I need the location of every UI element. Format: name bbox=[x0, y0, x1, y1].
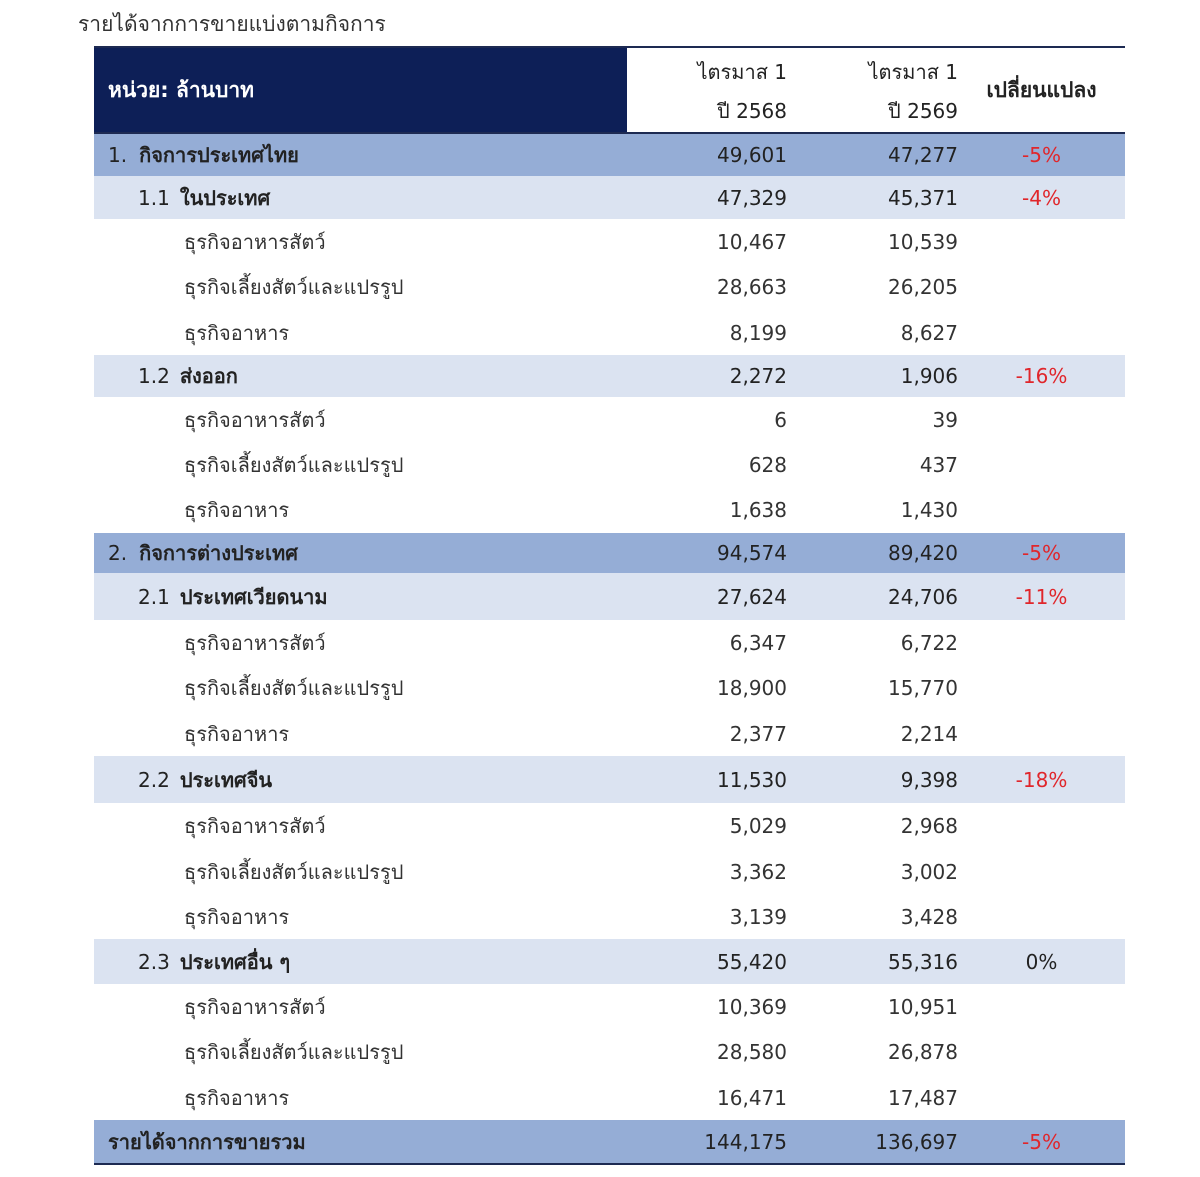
value-q1-2569: 39 bbox=[932, 407, 958, 432]
row-label bbox=[94, 487, 289, 533]
row-label-text: กิจการต่างประเทศ bbox=[139, 541, 298, 565]
value-q1-2568: 3,139 bbox=[729, 904, 787, 929]
value-q1-2569: 9,398 bbox=[900, 767, 958, 792]
table-row bbox=[94, 1075, 1125, 1120]
row-label-text: ธุรกิจเลี้ยงสัตว์และแปรรูป bbox=[184, 275, 404, 299]
value-q1-2568: 94,574 bbox=[717, 541, 787, 565]
row-label bbox=[94, 665, 403, 711]
value-q1-2568: 18,900 bbox=[717, 676, 787, 700]
column-header-quarter: ไตรมาส 1 bbox=[697, 60, 787, 84]
row-label-text: ในประเทศ bbox=[179, 185, 271, 210]
table-row bbox=[94, 487, 1125, 533]
row-number: 2.1 bbox=[138, 584, 170, 609]
value-q1-2569: 89,420 bbox=[888, 541, 958, 565]
total-row bbox=[94, 1120, 1125, 1165]
value-q1-2569: 437 bbox=[919, 452, 958, 477]
value-q1-2568: 5,029 bbox=[729, 814, 787, 838]
row-label-text: ธุรกิจเลี้ยงสัตว์และแปรรูป bbox=[184, 859, 404, 884]
row-label-text: ธุรกิจอาหาร bbox=[184, 1085, 290, 1110]
table-row bbox=[94, 264, 1125, 310]
value-q1-2568: 2,272 bbox=[729, 364, 787, 388]
value-q1-2569: 26,878 bbox=[888, 1040, 958, 1064]
row-label-text: ธุรกิจเลี้ยงสัตว์และแปรรูป bbox=[184, 676, 404, 700]
table-caption: รายได้จากการขายแบ่งตามกิจการ bbox=[78, 12, 386, 36]
row-number: 1. bbox=[108, 143, 128, 167]
row-label bbox=[94, 756, 272, 803]
row-label-text: ธุรกิจอาหารสัตว์ bbox=[184, 407, 326, 432]
value-q1-2568: 144,175 bbox=[704, 1129, 787, 1154]
row-number: 1.2 bbox=[138, 364, 170, 388]
change-value: -5% bbox=[1022, 143, 1061, 167]
value-q1-2568: 6,347 bbox=[729, 630, 787, 655]
table-row bbox=[94, 219, 1125, 264]
row-label-text: กิจการประเทศไทย bbox=[139, 143, 299, 167]
table-row bbox=[94, 573, 1125, 620]
row-label-text: ธุรกิจอาหารสัตว์ bbox=[184, 814, 326, 838]
row-label bbox=[94, 310, 289, 355]
row-label-text: ธุรกิจเลี้ยงสัตว์และแปรรูป bbox=[184, 452, 404, 477]
row-label bbox=[94, 264, 403, 310]
row-label-text: ธุรกิจอาหารสัตว์ bbox=[184, 229, 326, 254]
row-label bbox=[94, 939, 290, 984]
value-q1-2569: 6,722 bbox=[900, 630, 958, 655]
row-number: 2.3 bbox=[138, 949, 170, 974]
table-row bbox=[94, 134, 1125, 176]
change-value: -18% bbox=[1015, 767, 1068, 792]
row-label-text: ธุรกิจอาหาร bbox=[184, 904, 290, 929]
table-row bbox=[94, 756, 1125, 803]
revenue-table bbox=[94, 46, 1125, 1165]
row-label-text: รายได้จากการขายรวม bbox=[108, 1129, 306, 1154]
value-q1-2569: 24,706 bbox=[888, 584, 958, 609]
value-q1-2568: 16,471 bbox=[717, 1085, 787, 1110]
change-value: -16% bbox=[1015, 364, 1068, 388]
row-label bbox=[94, 1029, 403, 1075]
column-header-year: ปี 2568 bbox=[717, 99, 787, 123]
value-q1-2569: 136,697 bbox=[875, 1129, 958, 1154]
table-row bbox=[94, 533, 1125, 573]
table-row bbox=[94, 894, 1125, 939]
value-q1-2568: 27,624 bbox=[717, 584, 787, 609]
table-row bbox=[94, 984, 1125, 1029]
value-q1-2568: 28,663 bbox=[717, 275, 787, 299]
change-value: -4% bbox=[1022, 185, 1061, 210]
value-q1-2569: 17,487 bbox=[888, 1085, 958, 1110]
row-label bbox=[94, 1075, 289, 1120]
value-q1-2569: 26,205 bbox=[888, 275, 958, 299]
table-row bbox=[94, 665, 1125, 711]
value-q1-2569: 15,770 bbox=[888, 676, 958, 700]
row-label-text: ประเทศอื่น ๆ bbox=[179, 949, 291, 974]
row-label-text: ธุรกิจอาหาร bbox=[184, 721, 290, 746]
row-label bbox=[94, 894, 289, 939]
row-label-text: ธุรกิจอาหาร bbox=[184, 498, 290, 522]
row-label bbox=[94, 397, 326, 442]
column-header-q1-2568 bbox=[627, 48, 787, 132]
row-label-text: ธุรกิจเลี้ยงสัตว์และแปรรูป bbox=[184, 1040, 404, 1064]
value-q1-2569: 45,371 bbox=[888, 185, 958, 210]
row-number: 2. bbox=[108, 541, 128, 565]
value-q1-2569: 10,951 bbox=[888, 994, 958, 1019]
row-label bbox=[94, 620, 326, 665]
value-q1-2569: 10,539 bbox=[888, 229, 958, 254]
value-q1-2568: 28,580 bbox=[717, 1040, 787, 1064]
value-q1-2568: 10,369 bbox=[717, 994, 787, 1019]
row-label bbox=[94, 573, 328, 620]
value-q1-2568: 628 bbox=[748, 452, 787, 477]
table-row bbox=[94, 397, 1125, 442]
row-number: 2.2 bbox=[138, 767, 170, 792]
row-label bbox=[94, 442, 403, 487]
column-header-change: เปลี่ยนแปลง bbox=[986, 77, 1097, 102]
value-q1-2568: 6 bbox=[774, 407, 787, 432]
row-label bbox=[94, 1120, 306, 1163]
value-q1-2569: 2,214 bbox=[900, 721, 958, 746]
row-label bbox=[94, 134, 299, 176]
row-label bbox=[94, 803, 326, 849]
column-header-q1-2569 bbox=[787, 48, 958, 132]
row-label bbox=[94, 849, 403, 894]
table-row bbox=[94, 711, 1125, 756]
row-label bbox=[94, 711, 289, 756]
row-label-text: ธุรกิจอาหาร bbox=[184, 320, 290, 345]
table-row bbox=[94, 939, 1125, 984]
row-label bbox=[94, 219, 326, 264]
change-value: 0% bbox=[1025, 949, 1058, 974]
value-q1-2568: 47,329 bbox=[717, 185, 787, 210]
change-value: -5% bbox=[1022, 541, 1061, 565]
table-row bbox=[94, 849, 1125, 894]
row-label-text: ประเทศจีน bbox=[179, 767, 273, 792]
unit-header: หน่วย: ล้านบาท bbox=[94, 48, 627, 132]
column-header-year: ปี 2569 bbox=[888, 99, 958, 123]
value-q1-2568: 49,601 bbox=[717, 143, 787, 167]
change-value: -5% bbox=[1022, 1129, 1061, 1154]
table-row bbox=[94, 176, 1125, 219]
value-q1-2569: 47,277 bbox=[888, 143, 958, 167]
value-q1-2569: 3,002 bbox=[900, 859, 958, 884]
value-q1-2569: 8,627 bbox=[900, 320, 958, 345]
table-row bbox=[94, 310, 1125, 355]
row-label-text: ธุรกิจอาหารสัตว์ bbox=[184, 994, 326, 1019]
value-q1-2569: 1,906 bbox=[900, 364, 958, 388]
change-value: -11% bbox=[1015, 584, 1068, 609]
row-label-text: ประเทศเวียดนาม bbox=[179, 584, 328, 609]
row-number: 1.1 bbox=[138, 185, 170, 210]
value-q1-2568: 11,530 bbox=[717, 767, 787, 792]
row-label-text: ธุรกิจอาหารสัตว์ bbox=[184, 630, 326, 655]
table-row bbox=[94, 620, 1125, 665]
value-q1-2569: 2,968 bbox=[900, 814, 958, 838]
value-q1-2568: 3,362 bbox=[729, 859, 787, 884]
column-header-quarter: ไตรมาส 1 bbox=[868, 60, 958, 84]
table-row bbox=[94, 355, 1125, 397]
row-label bbox=[94, 533, 298, 573]
table-header bbox=[94, 48, 1125, 134]
value-q1-2569: 55,316 bbox=[888, 949, 958, 974]
table-row bbox=[94, 442, 1125, 487]
value-q1-2568: 10,467 bbox=[717, 229, 787, 254]
value-q1-2568: 8,199 bbox=[729, 320, 787, 345]
value-q1-2569: 3,428 bbox=[900, 904, 958, 929]
table-row bbox=[94, 803, 1125, 849]
value-q1-2568: 2,377 bbox=[729, 721, 787, 746]
value-q1-2569: 1,430 bbox=[900, 498, 958, 522]
row-label bbox=[94, 355, 238, 397]
row-label bbox=[94, 176, 270, 219]
value-q1-2568: 55,420 bbox=[717, 949, 787, 974]
value-q1-2568: 1,638 bbox=[729, 498, 787, 522]
table-row bbox=[94, 1029, 1125, 1075]
table-body bbox=[94, 134, 1125, 1165]
row-label-text: ส่งออก bbox=[179, 364, 238, 388]
row-label bbox=[94, 984, 326, 1029]
